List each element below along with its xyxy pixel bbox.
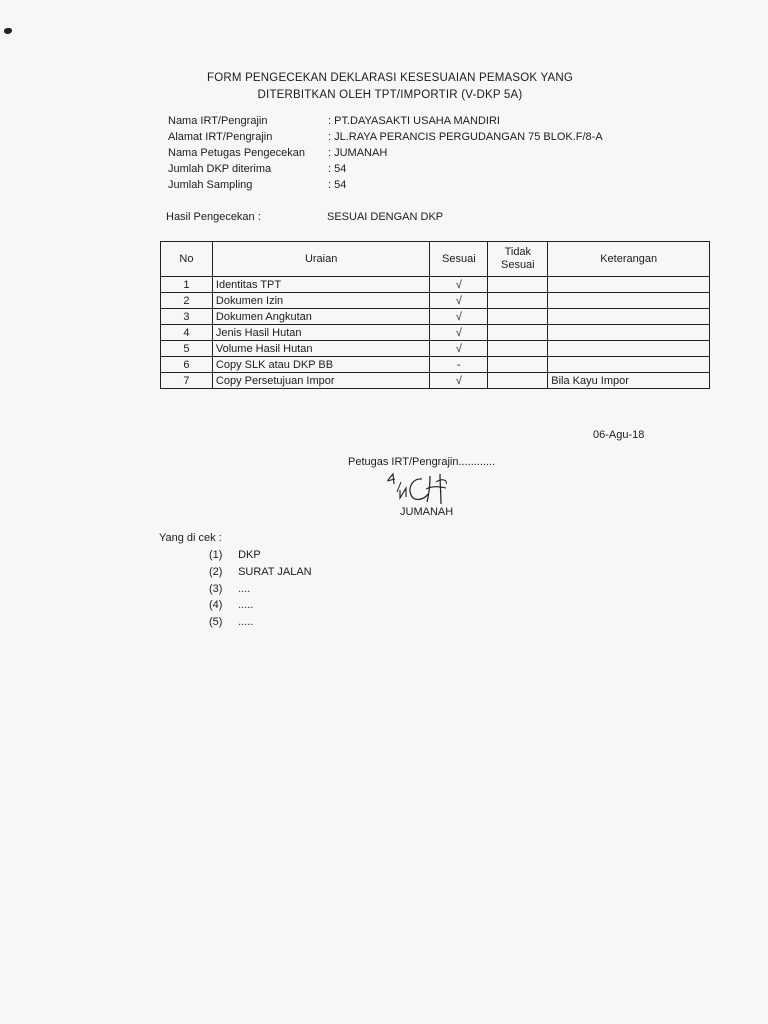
checked-item-number: (5) <box>209 616 223 628</box>
cell-tidak-sesuai <box>488 341 548 357</box>
cell-keterangan <box>548 325 710 341</box>
cell-no: 7 <box>161 373 213 389</box>
cell-keterangan <box>548 277 710 293</box>
table-row <box>161 341 710 357</box>
table-row <box>161 373 710 389</box>
checked-item-text: ..... <box>238 616 254 628</box>
checked-item-number: (1) <box>209 549 223 561</box>
checked-item-text: DKP <box>238 549 261 561</box>
checked-item-text: SURAT JALAN <box>238 566 312 578</box>
cell-keterangan <box>548 341 710 357</box>
checked-item-number: (4) <box>209 599 223 611</box>
cell-sesuai: √ <box>430 293 488 309</box>
info-label: Jumlah Sampling <box>168 179 253 191</box>
cell-uraian: Copy SLK atau DKP BB <box>212 357 430 373</box>
checked-item-number: (3) <box>209 583 223 595</box>
table-row <box>161 325 710 341</box>
cell-keterangan <box>548 293 710 309</box>
header-uraian: Uraian <box>212 242 430 277</box>
signature-image <box>386 470 456 510</box>
form-title-line-1: FORM PENGECEKAN DEKLARASI KESESUAIAN PEMASOK YANG <box>207 72 573 84</box>
checked-item <box>209 549 261 561</box>
cell-tidak-sesuai <box>488 277 548 293</box>
cell-uraian: Jenis Hasil Hutan <box>212 325 430 341</box>
header-tidak-sesuai <box>488 242 548 277</box>
cell-no: 5 <box>161 341 213 357</box>
info-value: : PT.DAYASAKTI USAHA MANDIRI <box>328 115 500 127</box>
info-value: : 54 <box>328 179 347 191</box>
table-row <box>161 293 710 309</box>
cell-tidak-sesuai <box>488 309 548 325</box>
form-title-line-2: DITERBITKAN OLEH TPT/IMPORTIR (V-DKP 5A) <box>257 89 523 101</box>
header-tidak-line2: Sesuai <box>500 259 535 271</box>
table-header-row <box>161 242 710 277</box>
info-value: : 54 <box>328 163 347 175</box>
table-row <box>161 277 710 293</box>
header-keterangan: Keterangan <box>548 242 710 277</box>
cell-tidak-sesuai <box>488 325 548 341</box>
cell-keterangan: Bila Kayu Impor <box>548 373 710 389</box>
info-label: Nama IRT/Pengrajin <box>168 115 268 127</box>
cell-sesuai: - <box>430 357 488 373</box>
info-label: Nama Petugas Pengecekan <box>168 147 305 159</box>
info-value: : JUMANAH <box>328 147 388 159</box>
cell-uraian: Copy Persetujuan Impor <box>212 373 430 389</box>
cell-sesuai: √ <box>430 373 488 389</box>
hasil-value: SESUAI DENGAN DKP <box>327 211 444 223</box>
checked-item <box>209 599 253 611</box>
cell-no: 3 <box>161 309 213 325</box>
cell-no: 6 <box>161 357 213 373</box>
cell-keterangan <box>548 357 710 373</box>
ink-speck <box>4 28 12 34</box>
cell-no: 1 <box>161 277 213 293</box>
cell-no: 2 <box>161 293 213 309</box>
checked-label: Yang di cek : <box>159 532 222 544</box>
info-label: Jumlah DKP diterima <box>168 163 272 175</box>
cell-sesuai: √ <box>430 277 488 293</box>
cell-uraian: Dokumen Angkutan <box>212 309 430 325</box>
cell-no: 4 <box>161 325 213 341</box>
checked-item <box>209 616 253 628</box>
cell-tidak-sesuai <box>488 293 548 309</box>
checked-item-number: (2) <box>209 566 223 578</box>
signer-name: JUMANAH <box>400 506 454 518</box>
cell-tidak-sesuai <box>488 357 548 373</box>
hasil-label: Hasil Pengecekan : <box>166 211 261 223</box>
hasil-pengecekan <box>166 211 444 223</box>
cell-sesuai: √ <box>430 325 488 341</box>
checked-item <box>209 583 250 595</box>
header-no: No <box>161 242 213 277</box>
cell-uraian: Volume Hasil Hutan <box>212 341 430 357</box>
cell-uraian: Identitas TPT <box>212 277 430 293</box>
cell-sesuai: √ <box>430 309 488 325</box>
cell-sesuai: √ <box>430 341 488 357</box>
checked-item-text: .... <box>238 583 251 595</box>
document-date: 06-Agu-18 <box>593 429 645 441</box>
header-sesuai: Sesuai <box>430 242 488 277</box>
info-value: : JL.RAYA PERANCIS PERGUDANGAN 75 BLOK.F/8-A <box>328 131 603 143</box>
cell-tidak-sesuai <box>488 373 548 389</box>
table-row <box>161 309 710 325</box>
check-table <box>160 241 710 389</box>
checked-item-text: ..... <box>238 599 254 611</box>
checked-item <box>209 566 312 578</box>
petugas-label: Petugas IRT/Pengrajin............ <box>348 456 496 468</box>
cell-keterangan <box>548 309 710 325</box>
table-row <box>161 357 710 373</box>
cell-uraian: Dokumen Izin <box>212 293 430 309</box>
header-tidak-line1: Tidak <box>504 246 532 258</box>
info-label: Alamat IRT/Pengrajin <box>168 131 273 143</box>
